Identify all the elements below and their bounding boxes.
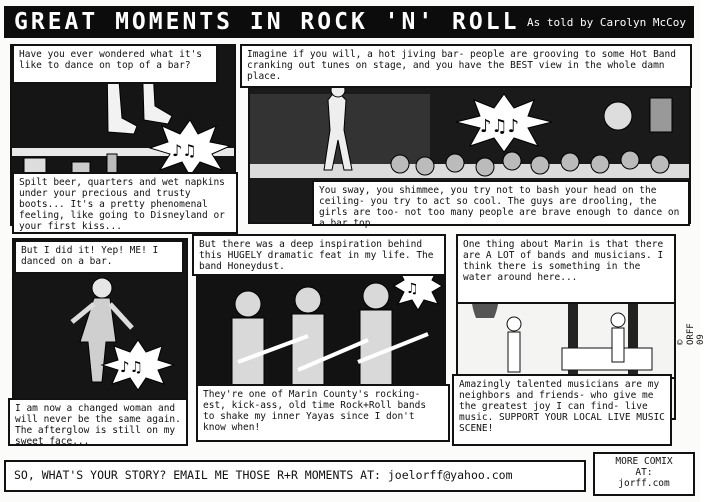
caption-p1-bottom: Spilt beer, quarters and wet napkins under your precious and trusty boots... It's a pretty phenomenal feeling, like going to Disneyland or your first kiss... [12,172,238,234]
caption-p3-bottom: I am now a changed woman and will never be the same again. The afterglow is still on my sweet face... [8,398,188,446]
caption-p3-top: But I did it! Yep! ME! I danced on a bar. [14,240,184,274]
footer-email-callout: SO, WHAT'S YOUR STORY? EMAIL ME THOSE R+R MOMENTS AT: joelorff@yahoo.com [4,460,586,492]
more-comix-line2: AT: [635,467,653,478]
music-burst [102,340,174,390]
caption-p5-top: One thing about Marin is that there are A LOT of bands and musicians. I think there is something in the water around here... [456,234,676,304]
more-comix-link[interactable]: jorff.com [618,478,670,489]
music-note-icon: ♪♫♪ [480,116,520,137]
drum-icon [604,102,632,130]
caption-p1-top: Have you ever wondered what it's like to dance on top of a bar? [12,44,218,84]
music-note-icon: ♪♫ [120,358,144,376]
caption-p5-bottom: Amazingly talented musicians are my neighbors and friends- who give me the greatest joy I can find- live music. SUPPORT YOUR LOCAL LIVE MUSIC SCENE! [452,374,672,446]
title-banner [4,6,694,38]
more-comix-line1: MORE COMIX [615,456,673,467]
caption-p2-bottom: You sway, you shimmee, you try not to bash your head on the ceiling- you try to act so cool. The guys are drooling, the girls are too- not too many people are brave enough to dance on a bar top. [312,180,690,226]
comic-byline: As told by Carolyn McCoy [527,16,686,29]
caption-p2-top: Imagine if you will, a hot jiving bar- people are grooving to some Hot Band cranking out tunes on stage, and you have the BEST view in the whole damn place. [240,44,692,88]
music-note-icon: ♪♫ [172,141,197,160]
music-burst [150,120,230,176]
comic-title: GREAT MOMENTS IN ROCK 'N' ROLL [14,9,520,35]
more-comix-box [593,452,695,496]
caption-p4-top: But there was a deep inspiration behind this HUGELY dramatic feat in my life. The band Honeydust. [192,234,446,276]
caption-p4-bottom: They're one of Marin County's rocking-est, kick-ass, old time Rock+Roll bands to shake my inner Yayas since I don't know when! [196,384,450,442]
artist-signature: © ORFF 09 [676,323,706,345]
speaker-icon [650,98,672,132]
music-note-icon: ♫ [406,281,419,297]
music-burst [456,94,552,152]
